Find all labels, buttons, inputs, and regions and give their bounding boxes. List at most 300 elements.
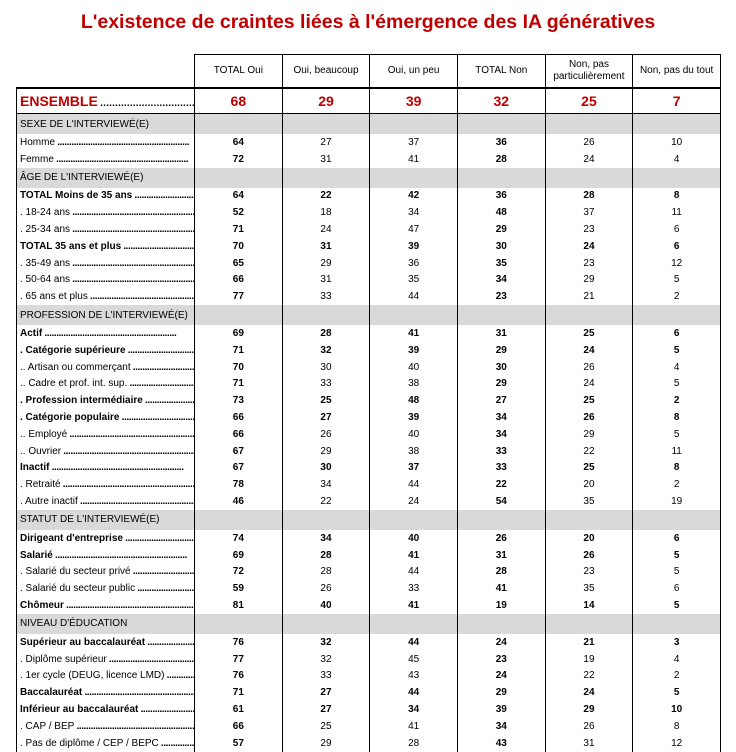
value-cell: 27	[282, 684, 370, 701]
table-row	[17, 272, 721, 289]
value-cell: 5	[633, 564, 721, 581]
section-label: STATUT DE L'INTERVIEWÉ(E)	[17, 510, 195, 530]
value-cell: 29	[457, 376, 545, 393]
value-cell: 34	[457, 718, 545, 735]
value-cell: 47	[370, 221, 458, 238]
value-cell: 32	[282, 651, 370, 668]
value-cell: 76	[195, 634, 283, 651]
value-cell: 48	[370, 392, 458, 409]
value-cell: 11	[633, 204, 721, 221]
table-row	[17, 443, 721, 460]
value-cell: 52	[195, 204, 283, 221]
row-label	[17, 392, 195, 409]
ensemble-value: 25	[545, 88, 633, 114]
value-cell: 40	[370, 426, 458, 443]
section-cell	[633, 510, 721, 530]
value-cell: 61	[195, 701, 283, 718]
value-cell: 31	[282, 151, 370, 168]
value-cell: 31	[545, 735, 633, 752]
value-cell: 40	[370, 359, 458, 376]
value-cell: 72	[195, 151, 283, 168]
section-cell	[370, 168, 458, 188]
value-cell: 24	[457, 634, 545, 651]
value-cell: 25	[282, 718, 370, 735]
row-label-text: . Autre inactif	[20, 496, 78, 508]
value-cell: 30	[457, 238, 545, 255]
row-label	[17, 151, 195, 168]
value-cell: 32	[282, 342, 370, 359]
section-cell	[457, 168, 545, 188]
section-cell	[633, 114, 721, 135]
section-label: ÂGE DE L'INTERVIEWÉ(E)	[17, 168, 195, 188]
value-cell: 31	[282, 272, 370, 289]
section-header-row	[17, 305, 721, 325]
row-label-text: . 18-24 ans	[20, 207, 71, 219]
value-cell: 70	[195, 359, 283, 376]
row-label	[17, 476, 195, 493]
value-cell: 42	[370, 188, 458, 205]
value-cell: 19	[633, 493, 721, 510]
value-cell: 36	[457, 188, 545, 205]
row-label	[17, 493, 195, 510]
value-cell: 20	[545, 530, 633, 547]
value-cell: 35	[370, 272, 458, 289]
value-cell: 6	[633, 238, 721, 255]
row-label-text: . Diplôme supérieur	[20, 653, 107, 665]
value-cell: 66	[195, 409, 283, 426]
value-cell: 19	[545, 651, 633, 668]
value-cell: 24	[370, 493, 458, 510]
section-cell	[195, 305, 283, 325]
value-cell: 28	[457, 151, 545, 168]
ensemble-value: 39	[370, 88, 458, 114]
row-label-text: TOTAL 35 ans et plus	[20, 240, 122, 252]
value-cell: 31	[457, 325, 545, 342]
section-cell	[545, 510, 633, 530]
value-cell: 23	[457, 651, 545, 668]
section-label: SEXE DE L'INTERVIEWÉ(E)	[17, 114, 195, 135]
row-label-text: . 35-49 ans	[20, 257, 71, 269]
value-cell: 33	[282, 668, 370, 685]
table-row	[17, 221, 721, 238]
value-cell: 71	[195, 221, 283, 238]
section-cell	[457, 114, 545, 135]
table-row	[17, 668, 721, 685]
table-row	[17, 325, 721, 342]
row-label	[17, 325, 195, 342]
table-row	[17, 409, 721, 426]
value-cell: 24	[545, 238, 633, 255]
row-label	[17, 668, 195, 685]
value-cell: 44	[370, 684, 458, 701]
table-row	[17, 701, 721, 718]
value-cell: 66	[195, 272, 283, 289]
value-cell: 32	[282, 634, 370, 651]
value-cell: 28	[282, 564, 370, 581]
value-cell: 25	[545, 392, 633, 409]
value-cell: 26	[545, 134, 633, 151]
value-cell: 2	[633, 392, 721, 409]
row-label-text: . Profession intermédiaire	[20, 395, 143, 407]
value-cell: 65	[195, 255, 283, 272]
row-label-text: . Pas de diplôme / CEP / BEPC	[20, 737, 159, 749]
table-row	[17, 718, 721, 735]
table-row	[17, 493, 721, 510]
value-cell: 64	[195, 134, 283, 151]
value-cell: 44	[370, 288, 458, 305]
value-cell: 24	[545, 376, 633, 393]
value-cell: 27	[282, 409, 370, 426]
col-header-non-pas-du-tout: Non, pas du tout	[633, 55, 721, 89]
value-cell: 76	[195, 668, 283, 685]
page-title: L'existence de craintes liées à l'émergence des IA génératives	[80, 11, 656, 33]
value-cell: 26	[545, 409, 633, 426]
value-cell: 31	[457, 547, 545, 564]
value-cell: 8	[633, 409, 721, 426]
value-cell: 45	[370, 651, 458, 668]
value-cell: 70	[195, 238, 283, 255]
value-cell: 29	[545, 272, 633, 289]
row-label-text: Homme	[20, 136, 56, 148]
table-row	[17, 151, 721, 168]
value-cell: 25	[545, 325, 633, 342]
row-label-text: .. Employé	[20, 428, 68, 440]
row-label	[17, 272, 195, 289]
value-cell: 2	[633, 288, 721, 305]
value-cell: 39	[370, 409, 458, 426]
value-cell: 44	[370, 634, 458, 651]
section-cell	[545, 305, 633, 325]
row-label-text: Femme	[20, 153, 54, 165]
value-cell: 5	[633, 597, 721, 614]
value-cell: 37	[370, 134, 458, 151]
value-cell: 39	[457, 701, 545, 718]
row-label	[17, 288, 195, 305]
ensemble-value: 29	[282, 88, 370, 114]
row-label	[17, 376, 195, 393]
value-cell: 44	[370, 564, 458, 581]
value-cell: 28	[370, 735, 458, 752]
value-cell: 22	[282, 493, 370, 510]
ensemble-value: 7	[633, 88, 721, 114]
value-cell: 41	[370, 597, 458, 614]
value-cell: 23	[457, 288, 545, 305]
row-label-text: . 65 ans et plus	[20, 291, 88, 303]
value-cell: 33	[457, 460, 545, 477]
value-cell: 14	[545, 597, 633, 614]
section-cell	[195, 614, 283, 634]
table-row	[17, 376, 721, 393]
value-cell: 43	[370, 668, 458, 685]
value-cell: 40	[370, 530, 458, 547]
value-cell: 41	[370, 151, 458, 168]
row-label	[17, 426, 195, 443]
section-cell	[633, 168, 721, 188]
value-cell: 8	[633, 188, 721, 205]
value-cell: 5	[633, 376, 721, 393]
value-cell: 77	[195, 288, 283, 305]
value-cell: 41	[457, 580, 545, 597]
row-label-text: Actif	[20, 328, 43, 340]
value-cell: 12	[633, 735, 721, 752]
value-cell: 72	[195, 564, 283, 581]
row-label	[17, 460, 195, 477]
value-cell: 24	[545, 684, 633, 701]
value-cell: 4	[633, 151, 721, 168]
section-cell	[545, 114, 633, 135]
value-cell: 8	[633, 718, 721, 735]
value-cell: 23	[545, 255, 633, 272]
row-label	[17, 651, 195, 668]
row-label	[17, 342, 195, 359]
header-row	[17, 55, 721, 89]
value-cell: 29	[282, 443, 370, 460]
value-cell: 41	[370, 325, 458, 342]
col-header-non-pas-particulierement: Non, pas particulièrement	[545, 55, 633, 89]
value-cell: 6	[633, 221, 721, 238]
value-cell: 64	[195, 188, 283, 205]
section-cell	[370, 510, 458, 530]
value-cell: 25	[545, 460, 633, 477]
value-cell: 22	[457, 476, 545, 493]
value-cell: 77	[195, 651, 283, 668]
row-label-text: . Salarié du secteur public	[20, 583, 136, 595]
row-label-text: Salarié	[20, 549, 53, 561]
value-cell: 26	[282, 426, 370, 443]
row-label-text: Baccalauréat	[20, 687, 83, 699]
table-row	[17, 735, 721, 752]
section-cell	[370, 114, 458, 135]
value-cell: 38	[370, 376, 458, 393]
row-label	[17, 255, 195, 272]
value-cell: 78	[195, 476, 283, 493]
value-cell: 74	[195, 530, 283, 547]
ensemble-value: 68	[195, 88, 283, 114]
row-label	[17, 735, 195, 752]
table-row	[17, 188, 721, 205]
value-cell: 26	[457, 530, 545, 547]
section-cell	[457, 614, 545, 634]
table-row	[17, 597, 721, 614]
value-cell: 71	[195, 684, 283, 701]
value-cell: 28	[282, 547, 370, 564]
value-cell: 2	[633, 476, 721, 493]
row-label-text: Inactif	[20, 462, 50, 474]
row-label-text: TOTAL Moins de 35 ans	[20, 190, 133, 202]
row-label	[17, 204, 195, 221]
value-cell: 59	[195, 580, 283, 597]
section-cell	[282, 114, 370, 135]
value-cell: 12	[633, 255, 721, 272]
value-cell: 37	[370, 460, 458, 477]
value-cell: 28	[282, 325, 370, 342]
value-cell: 4	[633, 359, 721, 376]
value-cell: 6	[633, 580, 721, 597]
row-label	[17, 564, 195, 581]
row-label	[17, 530, 195, 547]
col-header-oui-beaucoup: Oui, beaucoup	[282, 55, 370, 89]
value-cell: 27	[282, 134, 370, 151]
row-label	[17, 359, 195, 376]
value-cell: 26	[282, 580, 370, 597]
value-cell: 33	[282, 288, 370, 305]
results-table	[16, 54, 721, 752]
table-row	[17, 288, 721, 305]
table-row	[17, 134, 721, 151]
value-cell: 10	[633, 701, 721, 718]
row-label-text: . Catégorie supérieure	[20, 344, 126, 356]
table-row	[17, 476, 721, 493]
table-row	[17, 634, 721, 651]
section-header-row	[17, 510, 721, 530]
section-cell	[370, 614, 458, 634]
value-cell: 8	[633, 460, 721, 477]
section-header-row	[17, 614, 721, 634]
row-label	[17, 718, 195, 735]
section-cell	[457, 510, 545, 530]
row-label	[17, 634, 195, 651]
value-cell: 21	[545, 288, 633, 305]
value-cell: 5	[633, 342, 721, 359]
value-cell: 2	[633, 668, 721, 685]
value-cell: 5	[633, 426, 721, 443]
table-row	[17, 392, 721, 409]
value-cell: 36	[457, 134, 545, 151]
value-cell: 18	[282, 204, 370, 221]
value-cell: 22	[545, 443, 633, 460]
section-cell	[195, 168, 283, 188]
row-label	[17, 221, 195, 238]
value-cell: 66	[195, 426, 283, 443]
row-label-text: Chômeur	[20, 600, 64, 612]
row-label-text: . CAP / BEP	[20, 720, 75, 732]
row-label-text: Dirigeant d'entreprise	[20, 532, 123, 544]
value-cell: 22	[545, 668, 633, 685]
value-cell: 27	[282, 701, 370, 718]
section-cell	[633, 614, 721, 634]
value-cell: 34	[457, 426, 545, 443]
value-cell: 41	[370, 547, 458, 564]
ensemble-label-text: ENSEMBLE	[20, 93, 98, 109]
value-cell: 35	[545, 580, 633, 597]
value-cell: 22	[282, 188, 370, 205]
header-corner	[17, 55, 195, 89]
col-header-total-oui: TOTAL Oui	[195, 55, 283, 89]
value-cell: 43	[457, 735, 545, 752]
value-cell: 34	[457, 409, 545, 426]
table-row	[17, 342, 721, 359]
row-label	[17, 443, 195, 460]
value-cell: 40	[282, 597, 370, 614]
value-cell: 20	[545, 476, 633, 493]
value-cell: 69	[195, 325, 283, 342]
value-cell: 23	[545, 221, 633, 238]
section-header-row	[17, 114, 721, 135]
table-row	[17, 580, 721, 597]
row-label	[17, 134, 195, 151]
value-cell: 24	[545, 151, 633, 168]
value-cell: 33	[457, 443, 545, 460]
section-cell	[282, 305, 370, 325]
value-cell: 6	[633, 530, 721, 547]
section-label: NIVEAU D'ÉDUCATION	[17, 614, 195, 634]
row-label-text: . Salarié du secteur privé	[20, 566, 131, 578]
value-cell: 41	[370, 718, 458, 735]
value-cell: 66	[195, 718, 283, 735]
value-cell: 5	[633, 547, 721, 564]
row-label-text: . Retraité	[20, 479, 61, 491]
value-cell: 36	[370, 255, 458, 272]
col-header-oui-un-peu: Oui, un peu	[370, 55, 458, 89]
table-row	[17, 530, 721, 547]
row-label	[17, 188, 195, 205]
section-header-row	[17, 168, 721, 188]
row-label	[17, 701, 195, 718]
row-label-text: .. Artisan ou commerçant	[20, 361, 131, 373]
value-cell: 30	[282, 460, 370, 477]
section-cell	[370, 305, 458, 325]
value-cell: 37	[545, 204, 633, 221]
value-cell: 6	[633, 325, 721, 342]
row-label	[17, 547, 195, 564]
table-row	[17, 564, 721, 581]
section-label: PROFESSION DE L'INTERVIEWÉ(E)	[17, 305, 195, 325]
value-cell: 30	[457, 359, 545, 376]
value-cell: 57	[195, 735, 283, 752]
value-cell: 26	[545, 547, 633, 564]
value-cell: 29	[282, 735, 370, 752]
row-label-text: . 1er cycle (DEUG, licence LMD)	[20, 670, 165, 682]
section-cell	[282, 168, 370, 188]
row-label-text: Inférieur au baccalauréat	[20, 704, 139, 715]
row-label	[17, 409, 195, 426]
value-cell: 26	[545, 718, 633, 735]
value-cell: 27	[457, 392, 545, 409]
section-cell	[633, 305, 721, 325]
value-cell: 25	[282, 392, 370, 409]
value-cell: 5	[633, 684, 721, 701]
value-cell: 19	[457, 597, 545, 614]
value-cell: 28	[457, 564, 545, 581]
section-cell	[282, 614, 370, 634]
value-cell: 46	[195, 493, 283, 510]
section-cell	[457, 305, 545, 325]
row-label-text: Supérieur au baccalauréat	[20, 636, 146, 648]
value-cell: 24	[545, 342, 633, 359]
value-cell: 44	[370, 476, 458, 493]
row-label	[17, 597, 195, 614]
value-cell: 35	[457, 255, 545, 272]
table-row	[17, 426, 721, 443]
table-row	[17, 204, 721, 221]
table-row	[17, 255, 721, 272]
value-cell: 29	[545, 426, 633, 443]
value-cell: 34	[282, 476, 370, 493]
ensemble-row	[17, 88, 721, 114]
value-cell: 28	[545, 188, 633, 205]
row-label-text: .. Ouvrier	[20, 445, 62, 457]
section-cell	[282, 510, 370, 530]
value-cell: 5	[633, 272, 721, 289]
section-cell	[195, 510, 283, 530]
value-cell: 29	[457, 684, 545, 701]
value-cell: 4	[633, 651, 721, 668]
value-cell: 71	[195, 376, 283, 393]
value-cell: 67	[195, 443, 283, 460]
table-row	[17, 359, 721, 376]
value-cell: 38	[370, 443, 458, 460]
value-cell: 34	[370, 204, 458, 221]
